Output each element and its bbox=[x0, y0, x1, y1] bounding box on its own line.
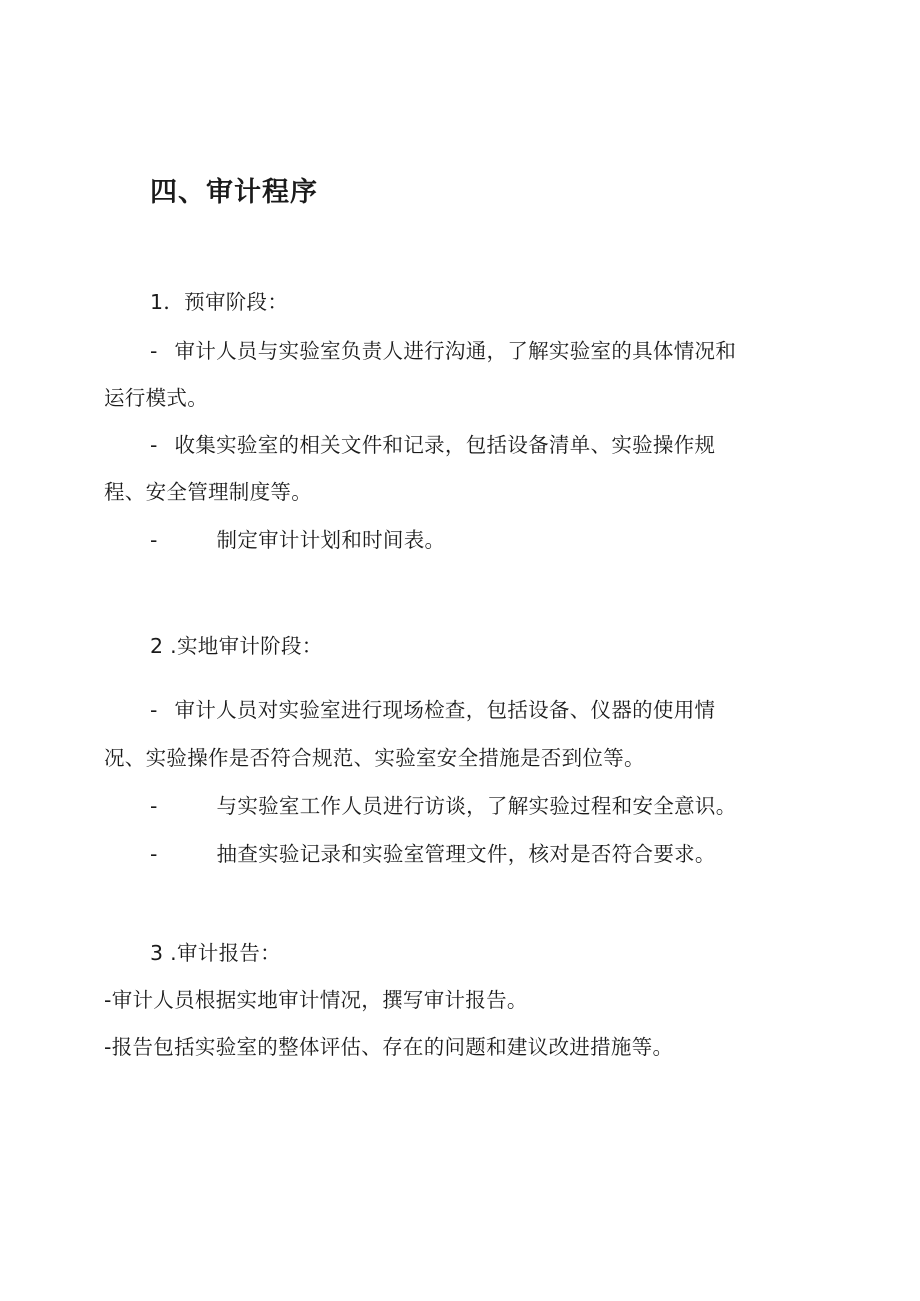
stage-2-heading: 2 .实地审计阶段： bbox=[150, 634, 323, 658]
item-text: 审计人员与实验室负责人进行沟通，了解实验室的具体情况和 bbox=[174, 339, 737, 363]
bullet-dash: - bbox=[150, 339, 158, 363]
stage-1-item-3 bbox=[150, 526, 445, 554]
bullet-dash: - bbox=[150, 794, 158, 818]
stage-3-heading: 3 .审计报告： bbox=[150, 941, 281, 965]
bullet-dash: - bbox=[150, 698, 158, 722]
stage-2-item-1-line-2: 况、实验操作是否符合规范、实验室安全措施是否到位等。 bbox=[104, 746, 645, 770]
bullet-dash: - bbox=[150, 433, 158, 457]
bullet-dash: - bbox=[104, 988, 112, 1012]
stage-1-item-1-line-1 bbox=[150, 337, 736, 365]
item-text: 报告包括实验室的整体评估、存在的问题和建议改进措施等。 bbox=[111, 1035, 674, 1059]
item-text: 审计人员根据实地审计情况，撰写审计报告。 bbox=[111, 988, 528, 1012]
section-title: 四、审计程序 bbox=[150, 177, 318, 208]
stage-2-item-1-line-1 bbox=[150, 696, 715, 724]
bullet-dash: - bbox=[150, 528, 158, 552]
stage-2-item-3 bbox=[150, 840, 716, 868]
item-text: 审计人员对实验室进行现场检查，包括设备、仪器的使用情 bbox=[174, 698, 716, 722]
item-text: 与实验室工作人员进行访谈，了解实验过程和安全意识。 bbox=[216, 794, 737, 818]
stage-3-item-1 bbox=[104, 986, 528, 1014]
stage-1-item-2-line-1 bbox=[150, 431, 715, 459]
item-text: 收集实验室的相关文件和记录，包括设备清单、实验操作规 bbox=[174, 433, 716, 457]
bullet-dash: - bbox=[104, 1035, 112, 1059]
item-text: 制定审计计划和时间表。 bbox=[216, 528, 446, 552]
item-text: 抽查实验记录和实验室管理文件，核对是否符合要求。 bbox=[216, 842, 716, 866]
stage-1-item-1-line-2: 运行模式。 bbox=[104, 386, 208, 410]
stage-1-heading: 1．预审阶段： bbox=[150, 290, 289, 314]
bullet-dash: - bbox=[150, 842, 158, 866]
stage-3-item-2 bbox=[104, 1033, 673, 1061]
stage-1-item-2-line-2: 程、安全管理制度等。 bbox=[104, 480, 312, 504]
stage-2-item-2 bbox=[150, 792, 737, 820]
